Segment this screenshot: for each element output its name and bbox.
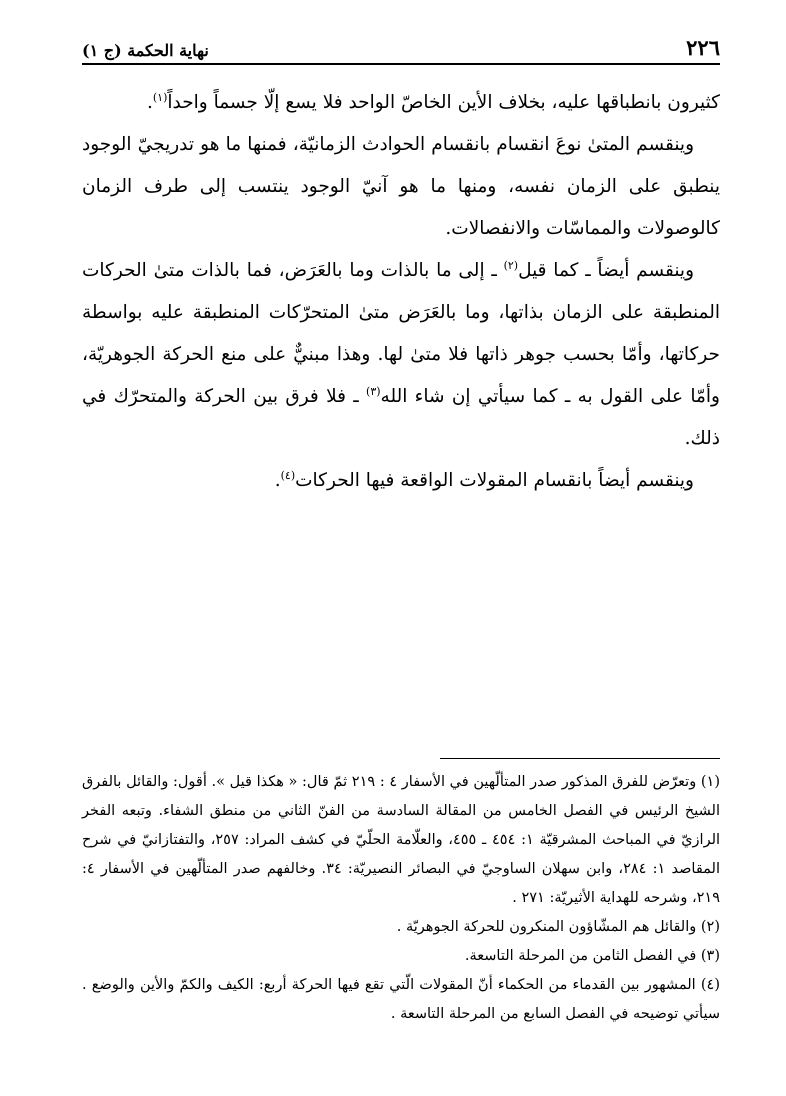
footnote-2: (٢) والقائل هم المشّاؤون المنكرون للحركة الجوهريّة . bbox=[396, 919, 720, 935]
paragraph-1 bbox=[82, 82, 720, 124]
page-number: ٢٢٦ bbox=[686, 35, 720, 60]
paragraph-1-text: كثيرون بانطباقها عليه، بخلاف الأين الخاصّ الواحد فلا يسع إلّا جسماً واحداً bbox=[167, 92, 720, 113]
main-text bbox=[82, 82, 720, 502]
paragraph-3-part-a: وينقسم أيضاً ـ كما قيل bbox=[518, 260, 695, 281]
page-header bbox=[82, 30, 720, 60]
footnote-3: (٣) في الفصل الثامن من المرحلة التاسعة. bbox=[464, 948, 720, 964]
footnote-ref-4: (٤) bbox=[280, 468, 296, 482]
paragraph-3 bbox=[82, 250, 720, 460]
paragraph-2: وينقسم المتىٰ نوعَ انقسام بانقسام الحوادث الزمانيّة، فمنها ما هو تدريجيّ الوجود ينطبق على الزمان نفسه، ومنها ما هو آنيّ الوجود ينتسب إلى طرف الزمان كالوصولات والمماسّات والانفصالات. bbox=[82, 134, 720, 239]
footnote-1: (١) وتعرّض للفرق المذكور صدر المتألّهين في الأسفار ٤ : ٢١٩ ثمّ قال: « هكذا قيل ». أقول: والقائل بالفرق الشيخ الرئيس في الفصل الخامس من المقالة السادسة من الفنّ الثاني من منطق الشفاء. وتبعه الفخر الرازيّ في المباحث المشرقيّة ١: ٤٥٤ ـ ٤٥٥، والعلّامة الحلّيّ في كشف المراد: ٢٥٧، والتفتازانيّ في شرح المقاصد ١: ٢٨٤، وابن سهلان الساوجيّ في البصائر النصيريّة: ٣٤. وخالفهم صدر المتألّهين في الأسفار ٤: ٢١٩، وشرحه للهداية الأثيريّة: ٢٧١ . bbox=[82, 774, 721, 906]
footnote-divider bbox=[440, 758, 720, 759]
paragraph-3-part-c: ـ فلا فرق بين الحركة والمتحرّك في ذلك. bbox=[82, 386, 720, 449]
footnote-4: (٤) المشهور بين القدماء من الحكماء أنّ المقولات الّتي تقع فيها الحركة أربع: الكيف والكمّ والأين والوضع . سيأتي توضيحه في الفصل السابع من المرحلة التاسعة . bbox=[82, 977, 720, 1022]
footnotes bbox=[82, 768, 720, 1029]
header-divider bbox=[82, 63, 720, 65]
footnote-ref-2: (٢) bbox=[503, 258, 519, 272]
running-title: نهاية الحكمة (ج ١) bbox=[82, 41, 209, 60]
paragraph-4-end: . bbox=[274, 470, 281, 491]
paragraph-4 bbox=[82, 460, 720, 502]
footnote-ref-1: (١) bbox=[152, 90, 168, 104]
paragraph-4-text: وينقسم أيضاً بانقسام المقولات الواقعة فيها الحركات bbox=[295, 470, 694, 491]
paragraph-1-end: . bbox=[146, 92, 153, 113]
footnote-ref-3: (٣) bbox=[366, 384, 381, 398]
paragraph-3-part-b: ـ إلى ما بالذات وما بالعَرَض، فما بالذات متىٰ الحركات المنطبقة على الزمان بذاتها، وما بالعَرَض متىٰ المتحرّكات المنطبقة عليه بواسطة حركاتها، وأمّا بحسب جوهر ذاتها فلا متىٰ لها. وهذا مبنيٌّ على منع الحركة الجوهريّة، وأمّا على القول به ـ كما سيأتي إن شاء الله bbox=[82, 260, 720, 407]
